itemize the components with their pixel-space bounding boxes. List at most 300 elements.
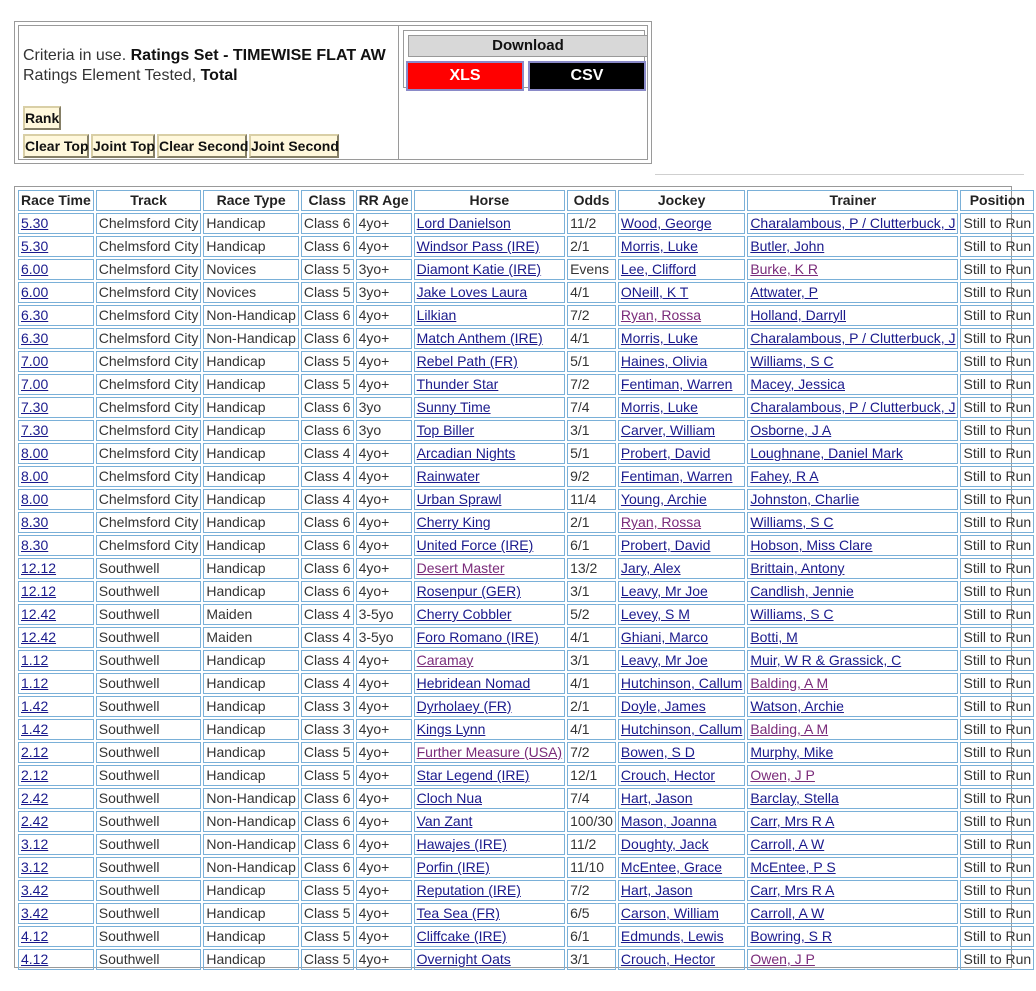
- time-cell: [18, 765, 94, 786]
- race-time-link[interactable]: 3.12: [21, 836, 49, 852]
- type-cell: Handicap: [203, 489, 299, 510]
- jockey-cell: [618, 673, 745, 694]
- jockey-link[interactable]: Jary, Alex: [620, 560, 681, 576]
- jockey-cell: [618, 604, 745, 625]
- jockey-cell: [618, 259, 745, 280]
- race-time-link[interactable]: 5.30: [21, 238, 49, 254]
- criteria-panel: [14, 21, 652, 164]
- track-cell: Chelmsford City: [96, 397, 202, 418]
- age-cell: 4yo+: [356, 834, 412, 855]
- position-cell: Still to Run: [960, 328, 1034, 349]
- age-cell: 4yo+: [356, 535, 412, 556]
- trainer-cell: [747, 696, 958, 717]
- jockey-link[interactable]: Fentiman, Warren: [620, 468, 733, 484]
- clear-second-button[interactable]: Clear Second: [157, 134, 247, 158]
- jockey-cell: [618, 512, 745, 533]
- criteria-inner: [18, 25, 648, 160]
- race-time-link[interactable]: 1.12: [21, 652, 49, 668]
- time-cell: [18, 305, 94, 326]
- xls-download-button[interactable]: XLS: [406, 61, 524, 91]
- race-time-link[interactable]: 1.42: [21, 698, 49, 714]
- jockey-link[interactable]: Lee, Clifford: [620, 261, 697, 277]
- track-cell: Chelmsford City: [96, 259, 202, 280]
- horse-cell: [414, 926, 565, 947]
- horse-link[interactable]: Star Legend (IRE): [416, 767, 530, 783]
- trainer-link[interactable]: Watson, Archie: [750, 698, 844, 714]
- trainer-link[interactable]: Attwater, P: [750, 284, 819, 300]
- jockey-link[interactable]: Morris, Luke: [620, 238, 698, 254]
- age-cell: 4yo+: [356, 213, 412, 234]
- race-time-link[interactable]: 6.30: [21, 330, 49, 346]
- race-time-link[interactable]: 6.30: [21, 307, 49, 323]
- jockey-link[interactable]: Carver, William: [620, 422, 716, 438]
- type-cell: Non-Handicap: [203, 328, 299, 349]
- clear-top-button[interactable]: Clear Top: [23, 134, 89, 158]
- jockey-link[interactable]: Ryan, Rossa: [620, 514, 702, 530]
- track-cell: Southwell: [96, 558, 202, 579]
- table-row: [18, 926, 1034, 947]
- race-time-link[interactable]: 12.42: [21, 606, 57, 622]
- trainer-link[interactable]: Burke, K R: [750, 261, 819, 277]
- race-time-link[interactable]: 3.42: [21, 882, 49, 898]
- jockey-link[interactable]: Fentiman, Warren: [620, 376, 733, 392]
- jockey-link[interactable]: Hutchinson, Callum: [620, 675, 743, 691]
- odds-cell: 7/2: [567, 305, 616, 326]
- horse-cell: [414, 305, 565, 326]
- jockey-link[interactable]: Levey, S M: [620, 606, 690, 622]
- horse-link[interactable]: Hawajes (IRE): [416, 836, 507, 852]
- horse-link[interactable]: Desert Master: [416, 560, 505, 576]
- jockey-link[interactable]: Doughty, Jack: [620, 836, 709, 852]
- jockey-link[interactable]: Morris, Luke: [620, 399, 698, 415]
- horse-link[interactable]: Lilkian: [416, 307, 457, 323]
- type-cell: Handicap: [203, 466, 299, 487]
- race-time-link[interactable]: 5.30: [21, 215, 49, 231]
- jockey-link[interactable]: Leavy, Mr Joe: [620, 652, 708, 668]
- race-time-link[interactable]: 8.00: [21, 468, 49, 484]
- age-cell: 3yo: [356, 420, 412, 441]
- time-cell: [18, 581, 94, 602]
- time-cell: [18, 259, 94, 280]
- trainer-link[interactable]: Barclay, Stella: [750, 790, 839, 806]
- race-time-link[interactable]: 8.30: [21, 537, 49, 553]
- time-cell: [18, 696, 94, 717]
- column-header-race-time: Race Time: [18, 190, 94, 211]
- horse-link[interactable]: Overnight Oats: [416, 951, 511, 967]
- trainer-link[interactable]: Muir, W R & Grassick, C: [750, 652, 902, 668]
- horse-link[interactable]: Rebel Path (FR): [416, 353, 518, 369]
- trainer-link[interactable]: Brittain, Antony: [750, 560, 845, 576]
- odds-cell: 11/4: [567, 489, 616, 510]
- horse-link[interactable]: Diamont Katie (IRE): [416, 261, 542, 277]
- time-cell: [18, 374, 94, 395]
- table-row: [18, 397, 1034, 418]
- race-time-link[interactable]: 6.00: [21, 284, 49, 300]
- trainer-link[interactable]: Candlish, Jennie: [750, 583, 854, 599]
- age-cell: 3yo+: [356, 282, 412, 303]
- trainer-cell: [747, 420, 958, 441]
- horse-link[interactable]: Arcadian Nights: [416, 445, 516, 461]
- position-cell: Still to Run: [960, 466, 1034, 487]
- race-time-link[interactable]: 2.12: [21, 767, 49, 783]
- class-cell: Class 4: [301, 650, 354, 671]
- odds-cell: 6/5: [567, 903, 616, 924]
- jockey-link[interactable]: Crouch, Hector: [620, 951, 716, 967]
- horse-cell: [414, 443, 565, 464]
- race-time-link[interactable]: 3.42: [21, 905, 49, 921]
- type-cell: Handicap: [203, 420, 299, 441]
- trainer-link[interactable]: Osborne, J A: [750, 422, 832, 438]
- jockey-link[interactable]: Young, Archie: [620, 491, 707, 507]
- type-cell: Non-Handicap: [203, 857, 299, 878]
- age-cell: 4yo+: [356, 351, 412, 372]
- jockey-cell: [618, 305, 745, 326]
- horse-link[interactable]: Further Measure (USA): [416, 744, 563, 760]
- table-row: [18, 213, 1034, 234]
- race-time-link[interactable]: 12.12: [21, 583, 57, 599]
- class-cell: Class 6: [301, 236, 354, 257]
- trainer-link[interactable]: McEntee, P S: [750, 859, 836, 875]
- time-cell: [18, 213, 94, 234]
- odds-cell: 3/1: [567, 949, 616, 970]
- race-time-link[interactable]: 1.42: [21, 721, 49, 737]
- horse-cell: [414, 489, 565, 510]
- trainer-link[interactable]: Botti, M: [750, 629, 798, 645]
- trainer-link[interactable]: Carr, Mrs R A: [750, 882, 835, 898]
- time-cell: [18, 466, 94, 487]
- position-cell: Still to Run: [960, 259, 1034, 280]
- type-cell: Maiden: [203, 604, 299, 625]
- trainer-cell: [747, 489, 958, 510]
- trainer-link[interactable]: Carr, Mrs R A: [750, 813, 835, 829]
- table-row: [18, 512, 1034, 533]
- jockey-cell: [618, 558, 745, 579]
- race-time-link[interactable]: 7.00: [21, 353, 49, 369]
- jockey-link[interactable]: Morris, Luke: [620, 330, 698, 346]
- rank-button[interactable]: Rank: [23, 106, 61, 130]
- trainer-link[interactable]: Charalambous, P / Clutterbuck, J: [750, 330, 956, 346]
- time-cell: [18, 604, 94, 625]
- race-time-link[interactable]: 4.12: [21, 951, 49, 967]
- jockey-cell: [618, 581, 745, 602]
- horse-link[interactable]: Rosenpur (GER): [416, 583, 521, 599]
- trainer-cell: [747, 673, 958, 694]
- horse-link[interactable]: Match Anthem (IRE): [416, 330, 543, 346]
- horse-link[interactable]: Urban Sprawl: [416, 491, 502, 507]
- race-time-link[interactable]: 8.00: [21, 445, 49, 461]
- table-row: [18, 351, 1034, 372]
- table-row: [18, 673, 1034, 694]
- position-cell: Still to Run: [960, 305, 1034, 326]
- position-cell: Still to Run: [960, 696, 1034, 717]
- horse-cell: [414, 328, 565, 349]
- jockey-link[interactable]: Mason, Joanna: [620, 813, 717, 829]
- time-cell: [18, 650, 94, 671]
- horse-link[interactable]: Rainwater: [416, 468, 480, 484]
- trainer-link[interactable]: Fahey, R A: [750, 468, 819, 484]
- trainer-cell: [747, 926, 958, 947]
- odds-cell: 5/1: [567, 443, 616, 464]
- trainer-link[interactable]: Carroll, A W: [750, 836, 825, 852]
- odds-cell: 4/1: [567, 719, 616, 740]
- horse-link[interactable]: Caramay: [416, 652, 474, 668]
- race-time-link[interactable]: 12.12: [21, 560, 57, 576]
- jockey-link[interactable]: Ghiani, Marco: [620, 629, 709, 645]
- trainer-link[interactable]: Macey, Jessica: [750, 376, 845, 392]
- jockey-cell: [618, 282, 745, 303]
- trainer-cell: [747, 466, 958, 487]
- odds-cell: Evens: [567, 259, 616, 280]
- jockey-link[interactable]: Wood, George: [620, 215, 712, 231]
- type-cell: Novices: [203, 282, 299, 303]
- age-cell: 4yo+: [356, 512, 412, 533]
- jockey-link[interactable]: Doyle, James: [620, 698, 706, 714]
- horse-cell: [414, 535, 565, 556]
- horse-link[interactable]: Thunder Star: [416, 376, 499, 392]
- table-row: [18, 374, 1034, 395]
- class-cell: Class 6: [301, 305, 354, 326]
- horse-link[interactable]: Tea Sea (FR): [416, 905, 500, 921]
- table-row: [18, 880, 1034, 901]
- jockey-link[interactable]: Bowen, S D: [620, 744, 695, 760]
- results-table-container: [14, 186, 1032, 968]
- criteria-line-2: [23, 66, 386, 86]
- horse-link[interactable]: Van Zant: [416, 813, 473, 829]
- track-cell: Chelmsford City: [96, 351, 202, 372]
- jockey-cell: [618, 397, 745, 418]
- trainer-link[interactable]: Holland, Darryll: [750, 307, 847, 323]
- race-time-link[interactable]: 12.42: [21, 629, 57, 645]
- position-cell: Still to Run: [960, 374, 1034, 395]
- criteria-ratings-set-label: Criteria in use.: [23, 47, 127, 64]
- time-cell: [18, 282, 94, 303]
- horse-link[interactable]: United Force (IRE): [416, 537, 534, 553]
- time-cell: [18, 949, 94, 970]
- class-cell: Class 4: [301, 627, 354, 648]
- trainer-link[interactable]: Balding, A M: [750, 675, 829, 691]
- odds-cell: 7/4: [567, 397, 616, 418]
- trainer-cell: [747, 535, 958, 556]
- type-cell: Handicap: [203, 719, 299, 740]
- column-header-horse: Horse: [414, 190, 565, 211]
- position-cell: Still to Run: [960, 351, 1034, 372]
- trainer-link[interactable]: Owen, J P: [750, 951, 815, 967]
- trainer-link[interactable]: Williams, S C: [750, 606, 834, 622]
- position-cell: Still to Run: [960, 443, 1034, 464]
- trainer-link[interactable]: Hobson, Miss Clare: [750, 537, 873, 553]
- trainer-link[interactable]: Butler, John: [750, 238, 825, 254]
- horse-link[interactable]: Cherry Cobbler: [416, 606, 512, 622]
- trainer-cell: [747, 811, 958, 832]
- class-cell: Class 6: [301, 535, 354, 556]
- class-cell: Class 5: [301, 949, 354, 970]
- class-cell: Class 6: [301, 834, 354, 855]
- trainer-link[interactable]: Owen, J P: [750, 767, 815, 783]
- jockey-link[interactable]: Carson, William: [620, 905, 719, 921]
- track-cell: Chelmsford City: [96, 213, 202, 234]
- odds-cell: 100/30: [567, 811, 616, 832]
- table-row: [18, 489, 1034, 510]
- horse-cell: [414, 236, 565, 257]
- horse-link[interactable]: Kings Lynn: [416, 721, 486, 737]
- horse-link[interactable]: Porfin (IRE): [416, 859, 490, 875]
- csv-download-button[interactable]: CSV: [528, 61, 646, 91]
- table-row: [18, 305, 1034, 326]
- trainer-link[interactable]: Williams, S C: [750, 514, 834, 530]
- jockey-link[interactable]: Probert, David: [620, 537, 711, 553]
- odds-cell: 7/2: [567, 880, 616, 901]
- track-cell: Southwell: [96, 581, 202, 602]
- trainer-cell: [747, 374, 958, 395]
- trainer-link[interactable]: Johnston, Charlie: [750, 491, 860, 507]
- trainer-link[interactable]: Balding, A M: [750, 721, 829, 737]
- jockey-cell: [618, 213, 745, 234]
- jockey-link[interactable]: Probert, David: [620, 445, 711, 461]
- jockey-link[interactable]: McEntee, Grace: [620, 859, 723, 875]
- track-cell: Southwell: [96, 696, 202, 717]
- horse-cell: [414, 259, 565, 280]
- horse-link[interactable]: Windsor Pass (IRE): [416, 238, 540, 254]
- jockey-link[interactable]: Haines, Olivia: [620, 353, 708, 369]
- trainer-cell: [747, 834, 958, 855]
- position-cell: Still to Run: [960, 397, 1034, 418]
- time-cell: [18, 558, 94, 579]
- horse-link[interactable]: Cliffcake (IRE): [416, 928, 507, 944]
- horse-link[interactable]: Jake Loves Laura: [416, 284, 528, 300]
- jockey-link[interactable]: Ryan, Rossa: [620, 307, 702, 323]
- horse-link[interactable]: Reputation (IRE): [416, 882, 521, 898]
- jockey-link[interactable]: Hart, Jason: [620, 882, 693, 898]
- jockey-link[interactable]: Crouch, Hector: [620, 767, 716, 783]
- table-row: [18, 558, 1034, 579]
- class-cell: Class 6: [301, 857, 354, 878]
- trainer-cell: [747, 650, 958, 671]
- track-cell: Chelmsford City: [96, 512, 202, 533]
- class-cell: Class 6: [301, 328, 354, 349]
- race-time-link[interactable]: 8.30: [21, 514, 49, 530]
- track-cell: Chelmsford City: [96, 374, 202, 395]
- jockey-link[interactable]: Hutchinson, Callum: [620, 721, 743, 737]
- race-time-link[interactable]: 6.00: [21, 261, 49, 277]
- joint-top-button[interactable]: Joint Top: [91, 134, 155, 158]
- age-cell: 3yo: [356, 397, 412, 418]
- jockey-cell: [618, 328, 745, 349]
- race-time-link[interactable]: 3.12: [21, 859, 49, 875]
- age-cell: 4yo+: [356, 696, 412, 717]
- horse-link[interactable]: Foro Romano (IRE): [416, 629, 539, 645]
- horse-link[interactable]: Lord Danielson: [416, 215, 511, 231]
- horse-link[interactable]: Dyrholaey (FR): [416, 698, 512, 714]
- joint-second-button[interactable]: Joint Second: [249, 134, 339, 158]
- trainer-link[interactable]: Bowring, S R: [750, 928, 833, 944]
- type-cell: Non-Handicap: [203, 834, 299, 855]
- horse-link[interactable]: Cloch Nua: [416, 790, 482, 806]
- time-cell: [18, 535, 94, 556]
- time-cell: [18, 857, 94, 878]
- class-cell: Class 6: [301, 558, 354, 579]
- table-row: [18, 466, 1034, 487]
- trainer-cell: [747, 880, 958, 901]
- race-time-link[interactable]: 1.12: [21, 675, 49, 691]
- horse-cell: [414, 903, 565, 924]
- horse-link[interactable]: Cherry King: [416, 514, 491, 530]
- trainer-link[interactable]: Loughnane, Daniel Mark: [750, 445, 903, 461]
- download-panel: [403, 30, 645, 88]
- jockey-cell: [618, 535, 745, 556]
- track-cell: Chelmsford City: [96, 236, 202, 257]
- age-cell: 4yo+: [356, 305, 412, 326]
- jockey-cell: [618, 811, 745, 832]
- time-cell: [18, 926, 94, 947]
- position-cell: Still to Run: [960, 673, 1034, 694]
- odds-cell: 9/2: [567, 466, 616, 487]
- class-cell: Class 4: [301, 604, 354, 625]
- race-time-link[interactable]: 7.30: [21, 399, 49, 415]
- horse-link[interactable]: Top Biller: [416, 422, 475, 438]
- jockey-link[interactable]: Leavy, Mr Joe: [620, 583, 708, 599]
- horse-cell: [414, 673, 565, 694]
- track-cell: Chelmsford City: [96, 328, 202, 349]
- horse-cell: [414, 374, 565, 395]
- time-cell: [18, 880, 94, 901]
- odds-cell: 11/10: [567, 857, 616, 878]
- jockey-link[interactable]: ONeill, K T: [620, 284, 689, 300]
- horse-cell: [414, 581, 565, 602]
- jockey-link[interactable]: Edmunds, Lewis: [620, 928, 724, 944]
- horse-link[interactable]: Hebridean Nomad: [416, 675, 531, 691]
- position-cell: Still to Run: [960, 627, 1034, 648]
- time-cell: [18, 834, 94, 855]
- trainer-link[interactable]: Carroll, A W: [750, 905, 825, 921]
- jockey-cell: [618, 949, 745, 970]
- time-cell: [18, 673, 94, 694]
- jockey-link[interactable]: Hart, Jason: [620, 790, 693, 806]
- criteria-ratings-set-value: Ratings Set - TIMEWISE FLAT AW: [130, 47, 386, 64]
- age-cell: 4yo+: [356, 443, 412, 464]
- race-time-link[interactable]: 2.42: [21, 790, 49, 806]
- trainer-link[interactable]: Charalambous, P / Clutterbuck, J: [750, 215, 956, 231]
- track-cell: Chelmsford City: [96, 535, 202, 556]
- horse-link[interactable]: Sunny Time: [416, 399, 491, 415]
- trainer-link[interactable]: Charalambous, P / Clutterbuck, J: [750, 399, 956, 415]
- race-time-link[interactable]: 2.42: [21, 813, 49, 829]
- race-time-link[interactable]: 8.00: [21, 491, 49, 507]
- trainer-link[interactable]: Williams, S C: [750, 353, 834, 369]
- odds-cell: 4/1: [567, 627, 616, 648]
- odds-cell: 12/1: [567, 765, 616, 786]
- time-cell: [18, 397, 94, 418]
- trainer-cell: [747, 604, 958, 625]
- trainer-cell: [747, 328, 958, 349]
- race-time-link[interactable]: 7.00: [21, 376, 49, 392]
- odds-cell: 3/1: [567, 420, 616, 441]
- track-cell: Southwell: [96, 719, 202, 740]
- horse-cell: [414, 604, 565, 625]
- odds-cell: 11/2: [567, 213, 616, 234]
- horse-cell: [414, 696, 565, 717]
- age-cell: 3-5yo: [356, 604, 412, 625]
- column-header-class: Class: [301, 190, 354, 211]
- race-time-link[interactable]: 2.12: [21, 744, 49, 760]
- race-time-link[interactable]: 7.30: [21, 422, 49, 438]
- odds-cell: 7/2: [567, 742, 616, 763]
- trainer-link[interactable]: Murphy, Mike: [750, 744, 834, 760]
- criteria-line-1: [23, 46, 386, 66]
- race-time-link[interactable]: 4.12: [21, 928, 49, 944]
- track-cell: Chelmsford City: [96, 420, 202, 441]
- track-cell: Chelmsford City: [96, 466, 202, 487]
- class-cell: Class 5: [301, 374, 354, 395]
